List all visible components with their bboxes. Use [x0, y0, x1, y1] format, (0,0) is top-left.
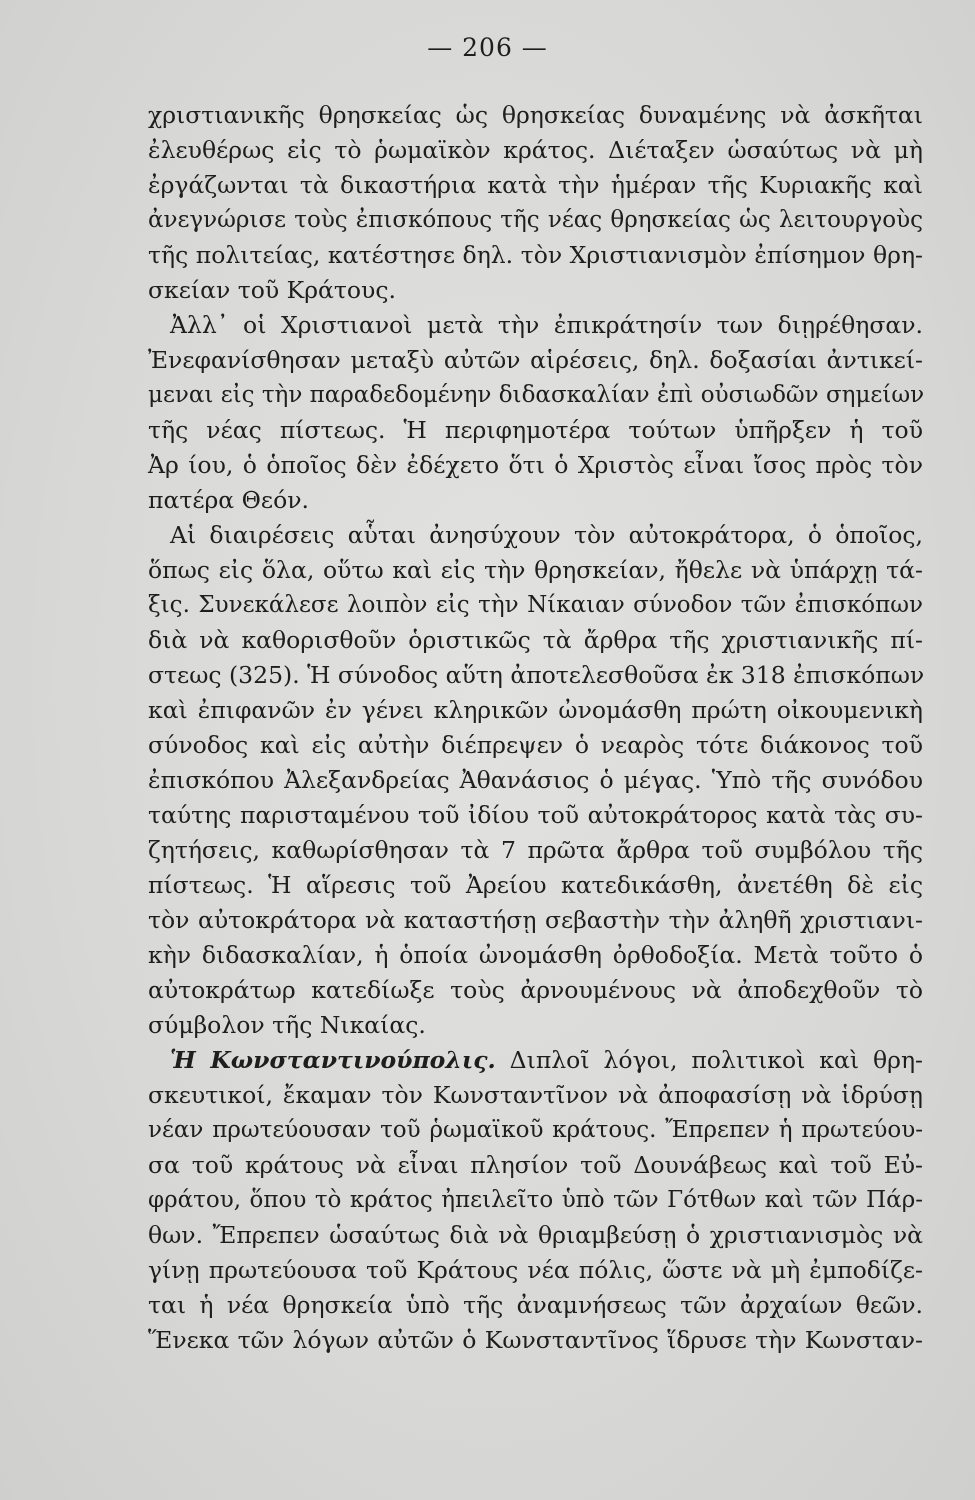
- section-heading: Ἡ Κωνσταντινούπολις.: [170, 1046, 496, 1074]
- text-line: ται ἡ νέα θρησκεία ὑπὸ τῆς ἀναμνήσεως τῶν ἀρχαίων θεῶν.: [148, 1291, 923, 1319]
- text-line: ἐργάζωνται τὰ δικαστήρια κατὰ τὴν ἡμέραν τῆς Κυριακῆς καὶ: [148, 171, 923, 199]
- text-line: τὸν αὐτοκράτορα νὰ καταστήσῃ σεβαστὴν τὴν ἀληθῆ χριστιανι-: [148, 906, 923, 934]
- text-line: τῆς νέας πίστεως. Ἡ περιφημοτέρα τούτων ὑπῆρξεν ἡ τοῦ: [148, 416, 923, 444]
- text-line: τῆς πολιτείας, κατέστησε δηλ. τὸν Χριστιανισμὸν ἐπίσημον θρη-: [148, 241, 923, 269]
- page-text: [148, 98, 923, 1358]
- paragraph-start-line: Αἱ διαιρέσεις αὗται ἀνησύχουν τὸν αὐτοκράτορα, ὁ ὁποῖος,: [170, 521, 923, 549]
- text-line: Ἐνεφανίσθησαν μεταξὺ αὐτῶν αἱρέσεις, δηλ. δοξασίαι ἀντικεί-: [148, 346, 923, 374]
- text-line: Ἕνεκα τῶν λόγων αὐτῶν ὁ Κωνσταντῖνος ἵδρυσε τὴν Κωνσταν-: [148, 1326, 923, 1354]
- text-line: αὐτοκράτωρ κατεδίωξε τοὺς ἀρνουμένους νὰ ἀποδεχθοῦν τὸ: [148, 976, 923, 1004]
- page-number: — 206 —: [427, 33, 548, 62]
- text-line: Ἀρ ίου, ὁ ὁποῖος δὲν ἐδέχετο ὅτι ὁ Χριστὸς εἶναι ἴσος πρὸς τὸν: [148, 451, 923, 479]
- text-line: ζητήσεις, καθωρίσθησαν τὰ 7 πρῶτα ἄρθρα τοῦ συμβόλου τῆς: [148, 836, 923, 864]
- text-line: κὴν διδασκαλίαν, ἡ ὁποία ὠνομάσθη ὀρθοδοξία. Μετὰ τοῦτο ὁ: [148, 941, 923, 969]
- text-line: γίνῃ πρωτεύουσα τοῦ Κράτους νέα πόλις, ὥστε νὰ μὴ ἐμποδίζε-: [148, 1256, 923, 1284]
- paragraph-start-line: Ἀλλ᾽ οἱ Χριστιανοὶ μετὰ τὴν ἐπικράτησίν των διῃρέθησαν.: [170, 311, 923, 339]
- text-line: ἐπισκόπου Ἀλεξανδρείας Ἀθανάσιος ὁ μέγας. Ὑπὸ τῆς συνόδου: [148, 766, 923, 794]
- text-line: ἐλευθέρως εἰς τὸ ῥωμαϊκὸν κράτος. Διέταξεν ὡσαύτως νὰ μὴ: [148, 136, 923, 164]
- text-line: πίστεως. Ἡ αἵρεσις τοῦ Ἀρείου κατεδικάσθη, ἀνετέθη δὲ εἰς: [148, 871, 923, 899]
- text-line: σύμβολον τῆς Νικαίας.: [148, 1011, 426, 1039]
- text-line: σκείαν τοῦ Κράτους.: [148, 276, 396, 304]
- text-line: πατέρα Θεόν.: [148, 486, 309, 514]
- text-line: φράτου, ὅπου τὸ κράτος ἠπειλεῖτο ὑπὸ τῶν Γότθων καὶ τῶν Πάρ-: [148, 1187, 923, 1213]
- text-line: καὶ ἐπιφανῶν ἐν γένει κληρικῶν ὠνομάσθη πρώτη οἰκουμενικὴ: [148, 696, 923, 724]
- text-line: ὅπως εἰς ὅλα, οὕτω καὶ εἰς τὴν θρησκείαν, ἤθελε νὰ ὑπάρχῃ τά-: [148, 556, 923, 584]
- text-line: ξις. Συνεκάλεσε λοιπὸν εἰς τὴν Νίκαιαν σύνοδον τῶν ἐπισκόπων: [148, 592, 923, 618]
- text-line: σα τοῦ κράτους νὰ εἶναι πλησίον τοῦ Δουνάβεως καὶ τοῦ Εὐ-: [148, 1151, 923, 1179]
- section-heading-line: [148, 1043, 923, 1078]
- text-line: ἀνεγνώρισε τοὺς ἐπισκόπους τῆς νέας θρησκείας ὡς λειτουργοὺς: [148, 207, 923, 233]
- text-line: θων. Ἔπρεπεν ὡσαύτως διὰ νὰ θριαμβεύσῃ ὁ χριστιανισμὸς νὰ: [148, 1221, 923, 1249]
- text-line: διὰ νὰ καθορισθοῦν ὁριστικῶς τὰ ἄρθρα τῆς χριστιανικῆς πί-: [148, 626, 923, 654]
- text-line: νέαν πρωτεύουσαν τοῦ ῥωμαϊκοῦ κράτους. Ἔπρεπεν ἡ πρωτεύου-: [148, 1117, 923, 1143]
- text-line: μεναι εἰς τὴν παραδεδομένην διδασκαλίαν ἐπὶ οὐσιωδῶν σημείων: [148, 382, 925, 408]
- heading-line-text: Διπλοῖ λόγοι, πολιτικοὶ καὶ θρη-: [495, 1046, 923, 1074]
- text-line: ταύτης παρισταμένου τοῦ ἰδίου τοῦ αὐτοκράτορος κατὰ τὰς συ-: [148, 801, 923, 829]
- text-line: σκευτικοί, ἔκαμαν τὸν Κωνσταντῖνον νὰ ἀποφασίσῃ νὰ ἱδρύσῃ: [148, 1081, 923, 1109]
- text-line: σύνοδος καὶ εἰς αὐτὴν διέπρεψεν ὁ νεαρὸς τότε διάκονος τοῦ: [148, 731, 923, 759]
- text-line: χριστιανικῆς θρησκείας ὡς θρησκείας δυναμένης νὰ ἀσκῆται: [148, 101, 923, 129]
- text-line: στεως (325). Ἡ σύνοδος αὕτη ἀποτελεσθοῦσα ἐκ 318 ἐπισκόπων: [148, 661, 925, 689]
